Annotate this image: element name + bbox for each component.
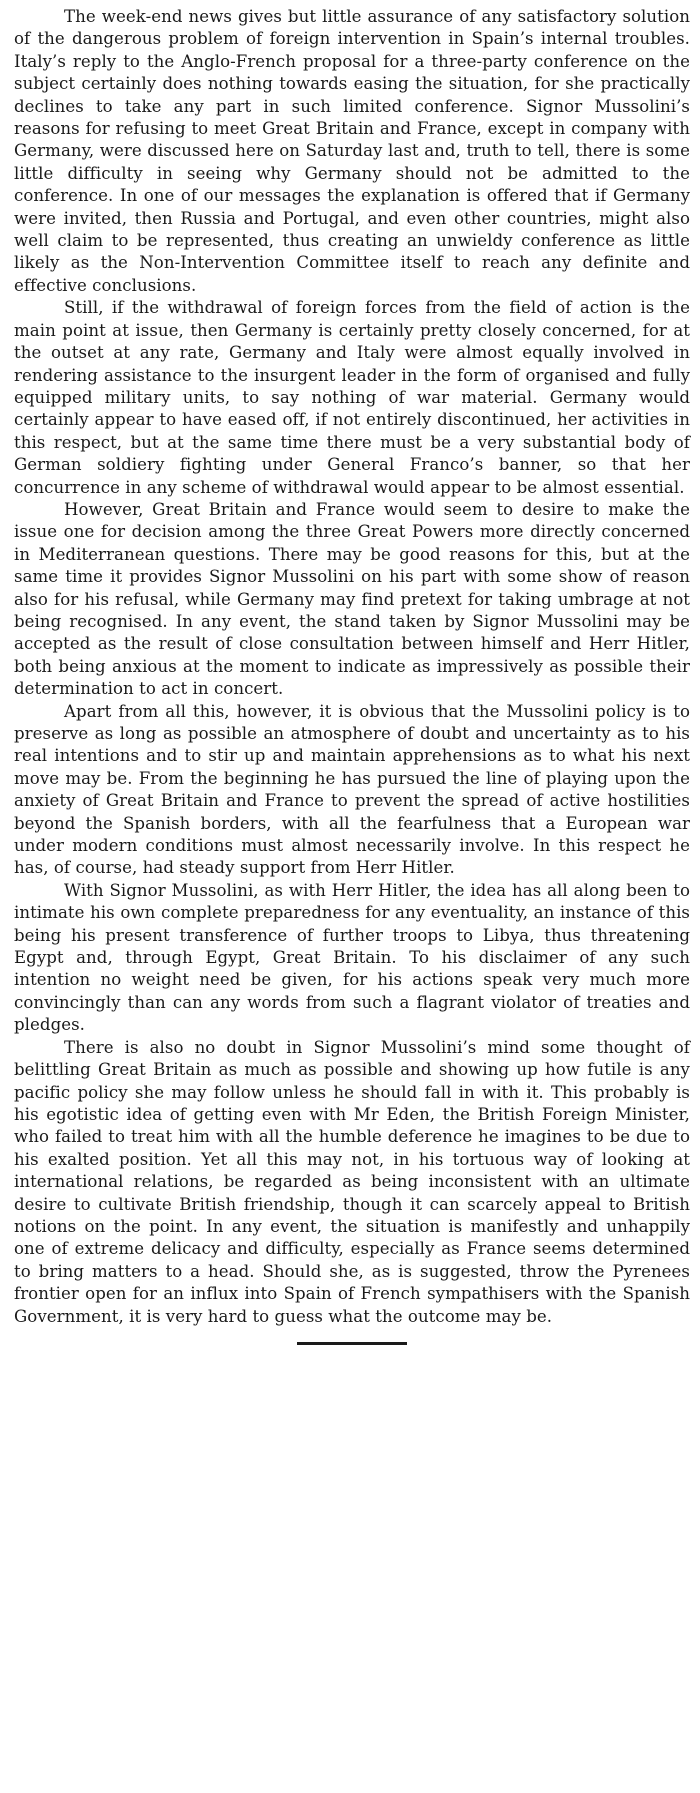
article-column (14, 6, 690, 1345)
article-paragraph-4: Apart from all this, however, it is obvious that the Mussolini policy is to preserve as long as possible an atmosphere of doubt and uncertainty as to his real intentions and to stir up and maintain apprehensions as to what his next move may be. From the beginning he has pursued the line of playing upon the anxiety of Great Britain and France to prevent the spread of active hostilities beyond the Spanish borders, with all the fearfulness that a European war under modern conditions must almost necessarily involve. In this respect he has, of course, had steady support from Herr Hitler. (14, 701, 690, 878)
end-of-article-rule (297, 1342, 407, 1345)
article-paragraph-1: The week-end news gives but little assurance of any satisfactory solution of the dangerous problem of foreign intervention in Spain’s internal troubles. Italy’s reply to the Anglo-French proposal for a three-party conference on the subject certainly does nothing towards easing the situation, for she practically declines to take any part in such limited conference. Signor Mussolini’s reasons for refusing to meet Great Britain and France, except in company with Germany, were discussed here on Saturday last and, truth to tell, there is some little difficulty in seeing why Germany should not be admitted to the conference. In one of our messages the explanation is offered that if Germany were invited, then Russia and Portugal, and even other countries, might also well claim to be represented, thus creating an unwieldy conference as little likely as the Non-Intervention Committee itself to reach any definite and effective conclusions. (14, 7, 690, 295)
article-paragraph-6: There is also no doubt in Signor Mussolini’s mind some thought of belittling Great Britain as much as possible and showing up how futile is any pacific policy she may follow unless he should fall in with it. This probably is his egotistic idea of getting even with Mr Eden, the British Foreign Minister, who failed to treat him with all the humble deference he imagines to be due to his exalted position. Yet all this may not, in his tortuous way of looking at international relations, be regarded as being inconsistent with an ultimate desire to cultivate British friendship, though it can scarcely appeal to British notions on the point. In any event, the situation is manifestly and unhappily one of extreme delicacy and difficulty, especially as France seems determined to bring matters to a head. Should she, as is suggested, throw the Pyrenees frontier open for an influx into Spain of French sympathisers with the Spanish Government, it is very hard to guess what the outcome may be. (14, 1037, 690, 1326)
article-paragraph-3: However, Great Britain and France would seem to desire to make the issue one for decision among the three Great Powers more directly concerned in Mediterranean questions. There may be good reasons for this, but at the same time it provides Signor Mussolini on his part with some show of reason also for his refusal, while Germany may find pretext for taking umbrage at not being recognised. In any event, the stand taken by Signor Mussolini may be accepted as the result of close consultation between himself and Herr Hitler, both being anxious at the moment to indicate as impressively as possible their determination to act in concert. (14, 499, 690, 699)
article-paragraph-2: Still, if the withdrawal of foreign forces from the field of action is the main point at issue, then Germany is certainly pretty closely concerned, for at the outset at any rate, Germany and Italy were almost equally involved in rendering assistance to the insurgent leader in the form of organised and fully equipped military units, to say nothing of war material. Germany would certainly appear to have eased off, if not entirely discontinued, her activities in this respect, but at the same time there must be a very substantial body of German soldiery fighting under General Franco’s banner, so that her concurrence in any scheme of withdrawal would appear to be almost essential. (14, 298, 690, 497)
article-paragraph-5: With Signor Mussolini, as with Herr Hitler, the idea has all along been to intimate his own complete preparedness for any eventuality, an instance of this being his present transference of further troops to Libya, thus threatening Egypt and, through Egypt, Great Britain. To his disclaimer of any such intention no weight need be given, for his actions speak very much more convincingly than can any words from such a flagrant violator of treaties and pledges. (14, 880, 690, 1035)
